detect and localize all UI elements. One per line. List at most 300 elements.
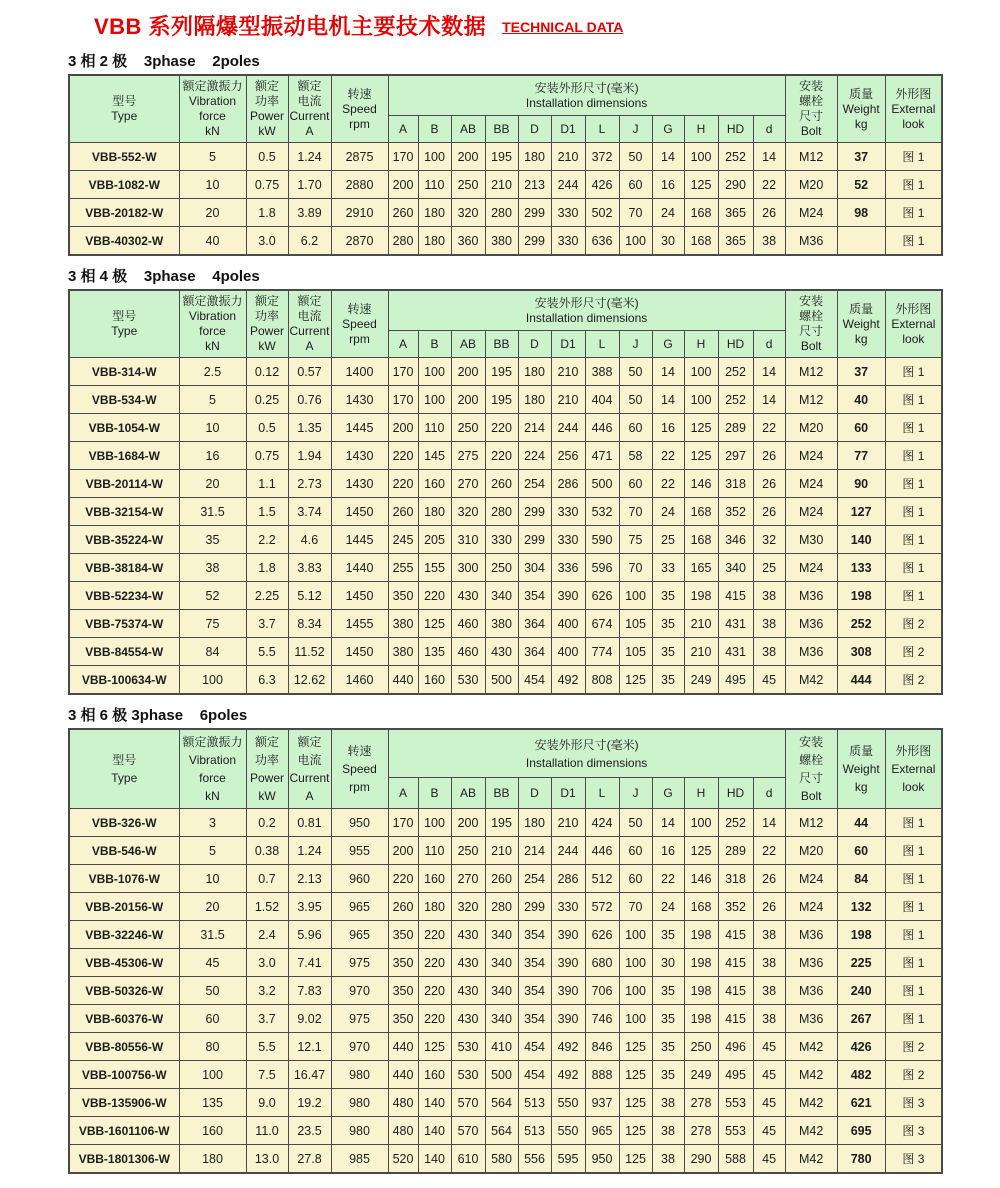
header-line: 安装 — [799, 294, 824, 308]
cell-value: 146 — [684, 865, 718, 893]
cell-value: 706 — [585, 977, 619, 1005]
cell-value: 430 — [451, 921, 485, 949]
header-line: Type — [111, 109, 138, 123]
cell-value: 214 — [518, 414, 551, 442]
header-dim-D: D — [518, 116, 551, 143]
cell-value: 430 — [451, 949, 485, 977]
header-dim-BB: BB — [485, 778, 518, 809]
cell-value: 1.24 — [288, 837, 331, 865]
cell-value: 430 — [485, 638, 518, 666]
cell-value: 38 — [652, 1117, 684, 1145]
cell-value: 1.8 — [246, 554, 288, 582]
cell-value: 380 — [485, 227, 518, 256]
header-dim-D: D — [518, 331, 551, 358]
cell-value: 210 — [551, 809, 585, 837]
cell-value: 200 — [388, 837, 418, 865]
cell-value: 0.75 — [246, 171, 288, 199]
cell-value: M12 — [785, 358, 837, 386]
table-row — [69, 199, 942, 227]
cell-value: 532 — [585, 498, 619, 526]
header-line: 额定 — [297, 79, 322, 93]
table-row — [69, 171, 942, 199]
cell-value: 45 — [753, 1117, 785, 1145]
cell-value: 340 — [485, 921, 518, 949]
cell-value: 390 — [551, 921, 585, 949]
cell-value: 244 — [551, 414, 585, 442]
cell-value: 0.7 — [246, 865, 288, 893]
table-row — [69, 1089, 942, 1117]
cell-value: 513 — [518, 1117, 551, 1145]
cell-value: 50 — [619, 358, 652, 386]
header-dim-D1: D1 — [551, 778, 585, 809]
cell-value: 45 — [753, 1089, 785, 1117]
cell-value: M36 — [785, 227, 837, 256]
cell-value: 35 — [652, 638, 684, 666]
cell-value: 500 — [485, 666, 518, 695]
cell-value: 3 — [179, 809, 246, 837]
cell-value: 471 — [585, 442, 619, 470]
header-line: 额定激振力 — [182, 294, 243, 308]
cell-value: 352 — [718, 893, 753, 921]
cell-weight: 267 — [837, 1005, 885, 1033]
cell-value: 125 — [619, 1061, 652, 1089]
cell-value: 480 — [388, 1089, 418, 1117]
cell-value: 255 — [388, 554, 418, 582]
cell-value: 27.8 — [288, 1145, 331, 1174]
cell-value: 25 — [652, 526, 684, 554]
cell-weight: 198 — [837, 582, 885, 610]
cell-value: 168 — [684, 893, 718, 921]
cell-weight: 77 — [837, 442, 885, 470]
title-row — [94, 10, 1000, 41]
cell-external-look: 图 3 — [885, 1117, 942, 1145]
cell-value: 278 — [684, 1117, 718, 1145]
cell-value: 1430 — [331, 442, 388, 470]
cell-value: 70 — [619, 893, 652, 921]
cell-value: 2.4 — [246, 921, 288, 949]
cell-value: 45 — [753, 666, 785, 695]
cell-external-look: 图 3 — [885, 1145, 942, 1174]
cell-value: 125 — [684, 171, 718, 199]
header-speed — [331, 290, 388, 358]
header-line: Type — [111, 771, 138, 785]
cell-value: M36 — [785, 638, 837, 666]
cell-value: 280 — [388, 227, 418, 256]
header-dim-d: d — [753, 778, 785, 809]
header-installation-dimensions — [388, 290, 785, 331]
header-line: Current — [289, 109, 330, 123]
header-dim-H: H — [684, 778, 718, 809]
header-line: 尺寸 — [799, 109, 824, 123]
cell-value: 774 — [585, 638, 619, 666]
header-power — [246, 290, 288, 358]
cell-value: 340 — [485, 977, 518, 1005]
cell-value: 125 — [684, 837, 718, 865]
header-line: Installation dimensions — [525, 310, 648, 325]
cell-value: 270 — [451, 865, 485, 893]
header-line: 型号 — [112, 94, 137, 108]
cell-value: 168 — [684, 498, 718, 526]
header-line: rpm — [349, 780, 370, 794]
cell-weight: 780 — [837, 1145, 885, 1174]
cell-value: 352 — [718, 498, 753, 526]
cell-value: 430 — [451, 582, 485, 610]
cell-model: VBB-45306-W — [69, 949, 179, 977]
cell-value: 260 — [485, 865, 518, 893]
cell-value: 550 — [551, 1117, 585, 1145]
table-row — [69, 1033, 942, 1061]
cell-value: 140 — [418, 1089, 451, 1117]
cell-model: VBB-75374-W — [69, 610, 179, 638]
header-line: 外形图 — [895, 744, 932, 758]
cell-weight: 37 — [837, 358, 885, 386]
cell-value: 520 — [388, 1145, 418, 1174]
table-row — [69, 582, 942, 610]
cell-value: 26 — [753, 893, 785, 921]
cell-value: M20 — [785, 171, 837, 199]
header-bolt — [785, 290, 837, 358]
cell-value: 180 — [418, 498, 451, 526]
cell-value: 550 — [551, 1089, 585, 1117]
cell-value: 52 — [179, 582, 246, 610]
header-line: 外形图 — [895, 86, 932, 101]
cell-value: 965 — [331, 893, 388, 921]
header-weight — [837, 729, 885, 809]
header-line: 转速 — [347, 744, 372, 758]
cell-value: 249 — [684, 666, 718, 695]
cell-value: 492 — [551, 666, 585, 695]
header-dim-AB: AB — [451, 331, 485, 358]
header-line: 转速 — [347, 86, 372, 101]
cell-external-look: 图 1 — [885, 498, 942, 526]
cell-value: 38 — [753, 610, 785, 638]
cell-value: 1450 — [331, 582, 388, 610]
cell-weight: 695 — [837, 1117, 885, 1145]
cell-value: 31.5 — [179, 921, 246, 949]
header-dim-D1: D1 — [551, 331, 585, 358]
cell-value: 22 — [652, 470, 684, 498]
cell-value: 22 — [753, 171, 785, 199]
cell-value: 38 — [753, 582, 785, 610]
cell-value: 20 — [179, 470, 246, 498]
cell-value: 415 — [718, 582, 753, 610]
cell-value: 280 — [485, 498, 518, 526]
cell-value: 30 — [652, 949, 684, 977]
cell-value: 454 — [518, 1061, 551, 1089]
cell-value: 350 — [388, 582, 418, 610]
cell-model: VBB-100756-W — [69, 1061, 179, 1089]
cell-value: 168 — [684, 526, 718, 554]
cell-value: 350 — [388, 921, 418, 949]
cell-value: 440 — [388, 666, 418, 695]
cell-value: 210 — [684, 610, 718, 638]
table-row — [69, 470, 942, 498]
spec-table — [68, 728, 943, 1174]
cell-model: VBB-35224-W — [69, 526, 179, 554]
header-dim-J: J — [619, 331, 652, 358]
header-line: 安装外形尺寸(毫米) — [534, 737, 639, 752]
cell-value: 180 — [518, 386, 551, 414]
header-line: Vibration — [188, 309, 237, 323]
cell-value: 2.2 — [246, 526, 288, 554]
cell-value: 14 — [652, 809, 684, 837]
cell-value: 1440 — [331, 554, 388, 582]
cell-value: 380 — [485, 610, 518, 638]
header-power — [246, 729, 288, 809]
header-line: 型号 — [112, 753, 137, 767]
cell-value: 320 — [451, 199, 485, 227]
header-line: rpm — [349, 331, 370, 346]
cell-value: 318 — [718, 865, 753, 893]
cell-value: 14 — [753, 143, 785, 171]
table-row — [69, 554, 942, 582]
header-line: 安装外形尺寸(毫米) — [534, 295, 639, 310]
cell-value: 180 — [518, 358, 551, 386]
cell-value: 454 — [518, 1033, 551, 1061]
cell-model: VBB-1801306-W — [69, 1145, 179, 1174]
cell-value: 299 — [518, 227, 551, 256]
cell-value: 496 — [718, 1033, 753, 1061]
cell-value: 354 — [518, 1005, 551, 1033]
header-line: Vibration — [188, 753, 237, 767]
header-dim-D1: D1 — [551, 116, 585, 143]
cell-value: 636 — [585, 227, 619, 256]
table-section — [68, 50, 1000, 256]
header-line: kg — [854, 331, 868, 346]
cell-value: M42 — [785, 1145, 837, 1174]
cell-value: 75 — [179, 610, 246, 638]
header-line: Current — [289, 771, 330, 785]
cell-value: 570 — [451, 1089, 485, 1117]
cell-value: M42 — [785, 1033, 837, 1061]
cell-external-look: 图 1 — [885, 199, 942, 227]
cell-value: 50 — [619, 143, 652, 171]
cell-value: 500 — [585, 470, 619, 498]
cell-value: 2.25 — [246, 582, 288, 610]
cell-value: 195 — [485, 809, 518, 837]
cell-value: 220 — [388, 865, 418, 893]
cell-value: 22 — [753, 414, 785, 442]
cell-value: 304 — [518, 554, 551, 582]
table-row — [69, 526, 942, 554]
cell-value: 336 — [551, 554, 585, 582]
cell-value: 35 — [179, 526, 246, 554]
cell-value: 40 — [179, 227, 246, 256]
cell-value: 0.76 — [288, 386, 331, 414]
cell-value: 5.5 — [246, 638, 288, 666]
header-line: 功率 — [254, 309, 279, 323]
header-line: External — [891, 762, 936, 776]
cell-value: 1460 — [331, 666, 388, 695]
cell-weight: 44 — [837, 809, 885, 837]
cell-value: 492 — [551, 1061, 585, 1089]
cell-value: 35 — [652, 977, 684, 1005]
cell-value: 25 — [753, 554, 785, 582]
cell-value: M30 — [785, 526, 837, 554]
cell-value: 35 — [652, 610, 684, 638]
cell-value: 26 — [753, 865, 785, 893]
cell-value: 5 — [179, 837, 246, 865]
cell-value: M24 — [785, 554, 837, 582]
header-line: Weight — [842, 762, 880, 776]
cell-value: 364 — [518, 638, 551, 666]
cell-value: 350 — [388, 949, 418, 977]
cell-value: 8.34 — [288, 610, 331, 638]
cell-value: 70 — [619, 498, 652, 526]
cell-value: 260 — [388, 199, 418, 227]
cell-value: 424 — [585, 809, 619, 837]
cell-value: 6.2 — [288, 227, 331, 256]
cell-value: 495 — [718, 1061, 753, 1089]
cell-value: 556 — [518, 1145, 551, 1174]
technical-data-label: TECHNICAL DATA — [502, 19, 624, 35]
cell-value: 160 — [418, 666, 451, 695]
cell-value: 135 — [179, 1089, 246, 1117]
cell-value: 330 — [551, 227, 585, 256]
cell-value: 160 — [179, 1117, 246, 1145]
cell-value: 60 — [619, 470, 652, 498]
cell-value: 252 — [718, 386, 753, 414]
cell-value: 1.24 — [288, 143, 331, 171]
cell-value: 11.52 — [288, 638, 331, 666]
header-line: Current — [289, 324, 330, 338]
cell-value: M24 — [785, 199, 837, 227]
cell-value: 45 — [753, 1145, 785, 1174]
cell-value: 1430 — [331, 386, 388, 414]
cell-value: 254 — [518, 470, 551, 498]
cell-value: 22 — [652, 865, 684, 893]
cell-external-look: 图 1 — [885, 837, 942, 865]
cell-external-look: 图 2 — [885, 1033, 942, 1061]
cell-value: 365 — [718, 199, 753, 227]
cell-value: 354 — [518, 921, 551, 949]
cell-weight: 240 — [837, 977, 885, 1005]
header-line: Vibration — [188, 94, 237, 108]
cell-value: 970 — [331, 977, 388, 1005]
cell-value: M36 — [785, 921, 837, 949]
table-row — [69, 498, 942, 526]
cell-value: 50 — [619, 386, 652, 414]
cell-value: 45 — [179, 949, 246, 977]
cell-external-look: 图 2 — [885, 666, 942, 695]
cell-value: 680 — [585, 949, 619, 977]
table-row — [69, 893, 942, 921]
cell-value: 19.2 — [288, 1089, 331, 1117]
cell-weight: 426 — [837, 1033, 885, 1061]
cell-weight: 140 — [837, 526, 885, 554]
cell-value: 250 — [485, 554, 518, 582]
cell-value: 3.0 — [246, 949, 288, 977]
cell-value: 38 — [753, 949, 785, 977]
header-line: 额定激振力 — [182, 79, 243, 93]
cell-value: 250 — [451, 171, 485, 199]
cell-value: 0.81 — [288, 809, 331, 837]
cell-external-look: 图 1 — [885, 809, 942, 837]
cell-value: 24 — [652, 199, 684, 227]
cell-value: 530 — [451, 1061, 485, 1089]
cell-value: 415 — [718, 921, 753, 949]
header-line: Weight — [842, 316, 880, 331]
cell-value: 495 — [718, 666, 753, 695]
table-row — [69, 638, 942, 666]
header-line: 质量 — [849, 86, 874, 101]
cell-external-look: 图 1 — [885, 414, 942, 442]
cell-value: 975 — [331, 949, 388, 977]
table-row — [69, 949, 942, 977]
cell-value: 210 — [551, 358, 585, 386]
cell-value: 14 — [753, 358, 785, 386]
header-line: A — [305, 124, 314, 138]
table-section — [68, 265, 1000, 695]
cell-value: 289 — [718, 414, 753, 442]
header-line: Speed — [342, 316, 377, 331]
cell-value: 364 — [518, 610, 551, 638]
cell-value: 23.5 — [288, 1117, 331, 1145]
cell-value: 198 — [684, 977, 718, 1005]
section-title: 3 相 2 极 3phase 2poles — [68, 53, 260, 70]
cell-value: M24 — [785, 865, 837, 893]
table-row — [69, 1061, 942, 1089]
cell-value: 16 — [652, 414, 684, 442]
cell-value: 626 — [585, 582, 619, 610]
cell-value: 20 — [179, 893, 246, 921]
header-line: Power — [249, 771, 284, 785]
cell-value: 270 — [451, 470, 485, 498]
header-line: 安装 — [799, 735, 824, 749]
cell-value: 24 — [652, 893, 684, 921]
header-line: 功率 — [254, 94, 279, 108]
cell-value: 200 — [451, 809, 485, 837]
cell-value: 310 — [451, 526, 485, 554]
header-line: 转速 — [347, 301, 372, 316]
cell-value: 7.41 — [288, 949, 331, 977]
cell-model: VBB-546-W — [69, 837, 179, 865]
cell-weight: 444 — [837, 666, 885, 695]
cell-value: 105 — [619, 610, 652, 638]
cell-value: 320 — [451, 498, 485, 526]
cell-value: 198 — [684, 949, 718, 977]
cell-value: 3.2 — [246, 977, 288, 1005]
cell-value: 100 — [179, 1061, 246, 1089]
cell-model: VBB-20182-W — [69, 199, 179, 227]
header-line: 尺寸 — [799, 324, 824, 338]
cell-value: 14 — [652, 358, 684, 386]
cell-value: 426 — [585, 171, 619, 199]
cell-value: 350 — [388, 977, 418, 1005]
cell-value: 100 — [179, 666, 246, 695]
cell-value: 1.70 — [288, 171, 331, 199]
cell-value: 16.47 — [288, 1061, 331, 1089]
header-dim-J: J — [619, 116, 652, 143]
cell-value: 14 — [753, 809, 785, 837]
cell-value: 125 — [619, 1145, 652, 1174]
cell-value: 38 — [652, 1145, 684, 1174]
cell-value: 170 — [388, 809, 418, 837]
cell-value: 80 — [179, 1033, 246, 1061]
cell-value: 354 — [518, 977, 551, 1005]
cell-value: 14 — [753, 386, 785, 414]
cell-value: 980 — [331, 1089, 388, 1117]
cell-model: VBB-552-W — [69, 143, 179, 171]
cell-model: VBB-314-W — [69, 358, 179, 386]
cell-value: 45 — [753, 1033, 785, 1061]
header-line: 质量 — [849, 744, 874, 758]
cell-value: 390 — [551, 977, 585, 1005]
cell-weight: 37 — [837, 143, 885, 171]
cell-model: VBB-135906-W — [69, 1089, 179, 1117]
cell-value: 9.0 — [246, 1089, 288, 1117]
cell-value: 13.0 — [246, 1145, 288, 1174]
